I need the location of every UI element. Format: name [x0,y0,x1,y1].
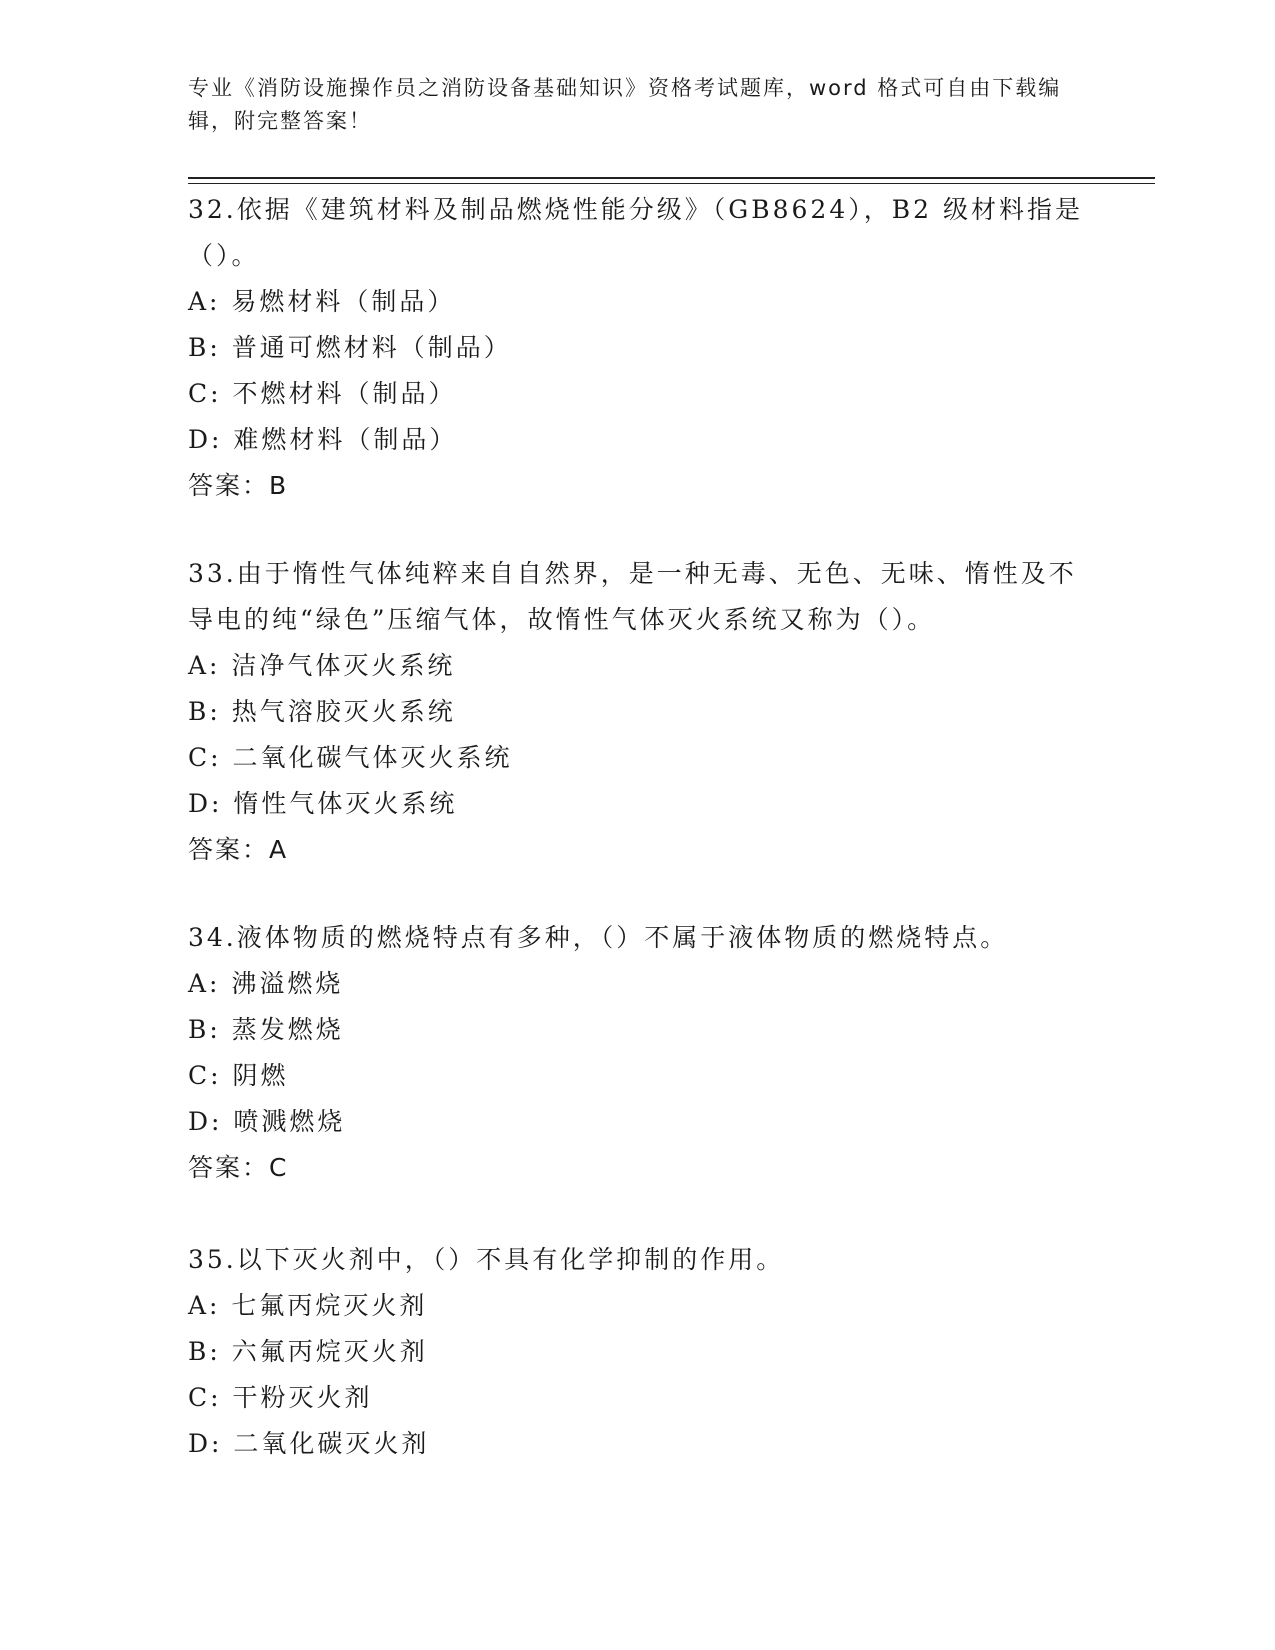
option-d: D: 惰性气体灭火系统 [188,789,458,818]
option-c: C: 阴燃 [188,1061,289,1090]
question-stem: 35.以下灭火剂中，（）不具有化学抑制的作用。 [188,1245,785,1274]
question-35 [188,1237,1088,1467]
question-32 [188,187,1088,509]
option-a: A: 易燃材料（制品） [188,287,456,316]
option-b: B: 热气溶胶灭火系统 [188,697,456,726]
option-a: A: 洁净气体灭火系统 [188,651,456,680]
question-stem: 34.液体物质的燃烧特点有多种，（）不属于液体物质的燃烧特点。 [188,923,1009,952]
option-c: C: 干粉灭火剂 [188,1383,373,1412]
header-divider-thin [188,183,1155,184]
question-33 [188,551,1088,873]
option-b: B: 蒸发燃烧 [188,1015,344,1044]
question-stem: 33.由于惰性气体纯粹来自自然界，是一种无毒、无色、无味、惰性及不导电的纯“绿色”压缩气体，故惰性气体灭火系统又称为（）。 [188,559,1077,634]
question-stem: 32.依据《建筑材料及制品燃烧性能分级》（GB8624），B2 级材料指是（）。 [188,195,1083,270]
option-d: D: 难燃材料（制品） [188,425,458,454]
answer-line: 答案：A [188,835,289,864]
option-b: B: 六氟丙烷灭火剂 [188,1337,428,1366]
option-a: A: 沸溢燃烧 [188,969,344,998]
option-d: D: 喷溅燃烧 [188,1107,346,1136]
answer-line: 答案：B [188,471,289,500]
header-divider-thick [188,177,1155,179]
option-c: C: 二氧化碳气体灭火系统 [188,743,513,772]
answer-line: 答案：C [188,1153,289,1182]
option-b: B: 普通可燃材料（制品） [188,333,512,362]
document-header: 专业《消防设施操作员之消防设备基础知识》资格考试题库，word 格式可自由下载编辑，附完整答案！ [188,76,1062,133]
question-34 [188,915,1088,1191]
option-a: A: 七氟丙烷灭火剂 [188,1291,428,1320]
option-c: C: 不燃材料（制品） [188,379,457,408]
option-d: D: 二氧化碳灭火剂 [188,1429,430,1458]
